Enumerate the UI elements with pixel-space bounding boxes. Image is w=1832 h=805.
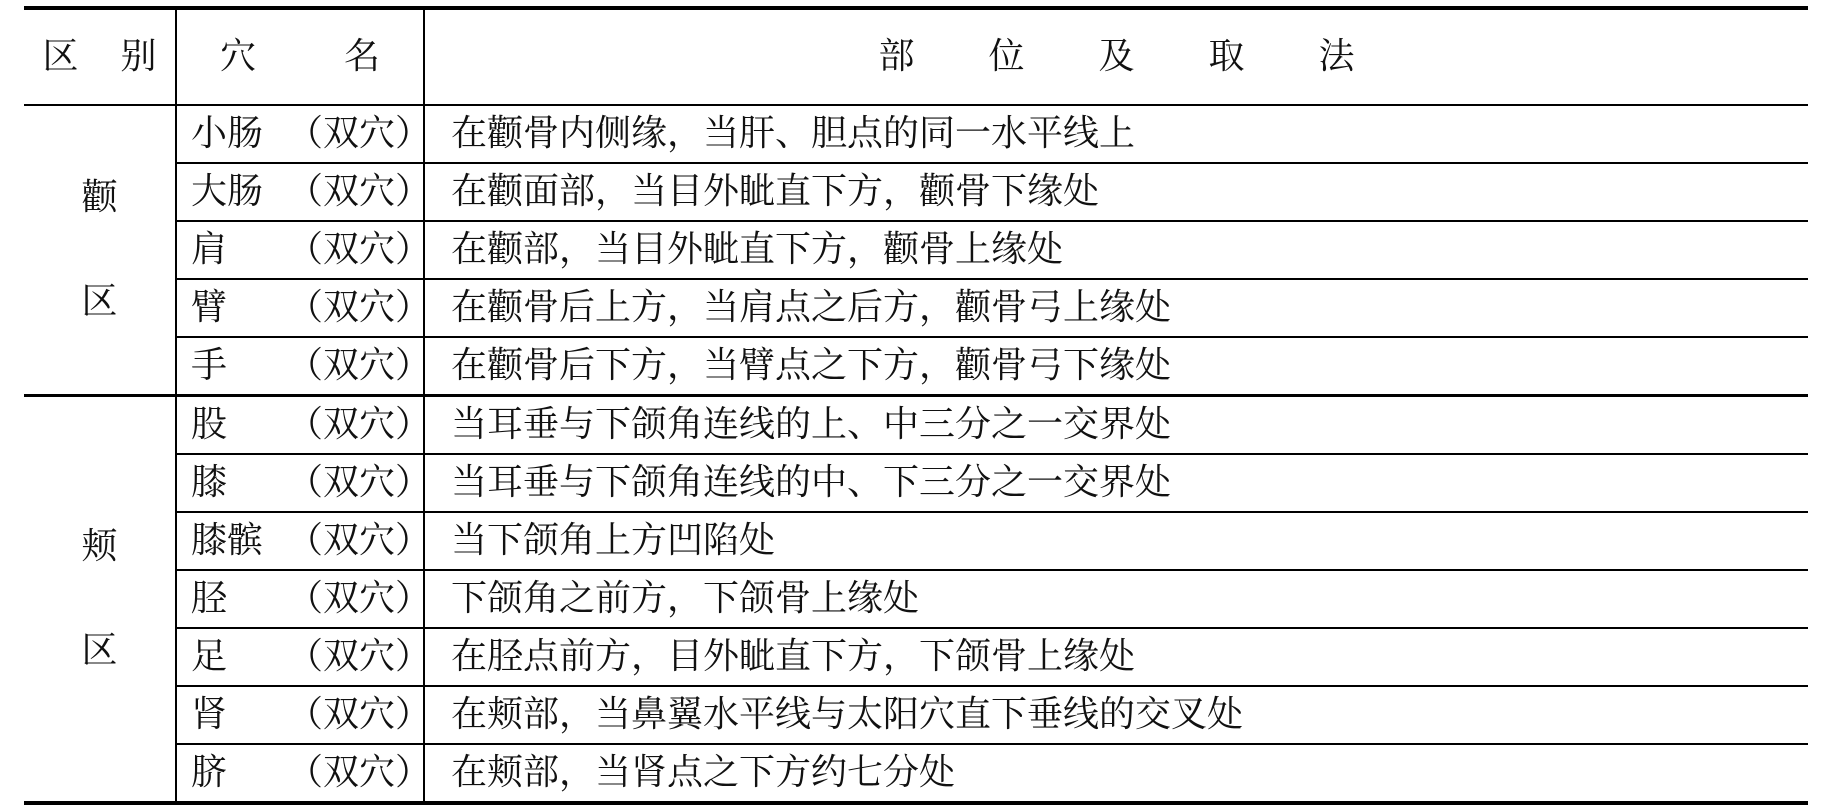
acupoint-suffix: （双穴） bbox=[287, 752, 432, 793]
region-char: 颊 bbox=[81, 526, 118, 567]
acupoint-suffix: （双穴） bbox=[287, 636, 432, 677]
acupoint-name: 胫 bbox=[191, 578, 228, 619]
table-row bbox=[24, 221, 1808, 279]
location-cell: 在颧面部，当目外眦直下方，颧骨下缘处 bbox=[424, 163, 1808, 221]
table-row bbox=[24, 454, 1808, 512]
acupoint-name-cell bbox=[176, 570, 432, 628]
header-location-char: 位 bbox=[988, 36, 1025, 77]
location-cell: 在颧骨后上方，当肩点之后方，颧骨弓上缘处 bbox=[424, 279, 1808, 337]
table-row bbox=[24, 396, 1808, 455]
header-region-char: 别 bbox=[120, 36, 157, 77]
header-location-char: 取 bbox=[1208, 36, 1245, 77]
acupoint-name: 大肠 bbox=[191, 171, 264, 212]
acupoint-name-cell bbox=[176, 686, 432, 744]
acupoint-name: 肾 bbox=[191, 694, 228, 735]
header-location-char: 法 bbox=[1318, 36, 1355, 77]
acupoint-name-cell bbox=[176, 221, 432, 279]
location-cell: 当耳垂与下颌角连线的中、下三分之一交界处 bbox=[424, 454, 1808, 512]
acupoint-suffix: （双穴） bbox=[287, 113, 432, 154]
acupoint-name: 膝髌 bbox=[191, 520, 264, 561]
acupoint-name: 脐 bbox=[191, 752, 228, 793]
acupoint-suffix: （双穴） bbox=[287, 287, 432, 328]
acupoint-name: 小肠 bbox=[191, 113, 264, 154]
header-acupoint bbox=[176, 8, 424, 105]
table-row bbox=[24, 105, 1808, 163]
acupoint-suffix: （双穴） bbox=[287, 578, 432, 619]
region-cell-zygomatic bbox=[24, 105, 176, 396]
header-region-char: 区 bbox=[42, 36, 79, 77]
location-cell: 当耳垂与下颌角连线的上、中三分之一交界处 bbox=[424, 396, 1808, 455]
acupoint-name: 膝 bbox=[191, 462, 228, 503]
location-cell: 在颧部，当目外眦直下方，颧骨上缘处 bbox=[424, 221, 1808, 279]
acupoint-name-cell bbox=[176, 512, 432, 570]
table-row bbox=[24, 686, 1808, 744]
location-cell: 在颧骨内侧缘，当肝、胆点的同一水平线上 bbox=[424, 105, 1808, 163]
acupoint-name: 足 bbox=[191, 636, 228, 677]
region-char: 颧 bbox=[81, 177, 118, 218]
region-cell-buccal bbox=[24, 396, 176, 804]
location-cell: 在颊部，当鼻翼水平线与太阳穴直下垂线的交叉处 bbox=[424, 686, 1808, 744]
acupoint-name-cell bbox=[176, 337, 432, 396]
acupoint-name-cell bbox=[176, 744, 432, 803]
acupoint-suffix: （双穴） bbox=[287, 462, 432, 503]
acupoint-suffix: （双穴） bbox=[287, 229, 432, 270]
header-row bbox=[24, 8, 1808, 105]
table-row bbox=[24, 163, 1808, 221]
acupoint-table bbox=[24, 6, 1808, 805]
table-row bbox=[24, 279, 1808, 337]
region-char: 区 bbox=[81, 281, 118, 322]
table-row bbox=[24, 512, 1808, 570]
table-row bbox=[24, 570, 1808, 628]
acupoint-suffix: （双穴） bbox=[287, 171, 432, 212]
acupoint-suffix: （双穴） bbox=[287, 404, 432, 445]
location-cell: 当下颌角上方凹陷处 bbox=[424, 512, 1808, 570]
acupoint-suffix: （双穴） bbox=[287, 694, 432, 735]
document-page bbox=[24, 6, 1808, 805]
header-location-char: 及 bbox=[1098, 36, 1135, 77]
acupoint-name-cell bbox=[176, 396, 432, 455]
header-acupoint-char: 名 bbox=[344, 36, 381, 77]
acupoint-name: 手 bbox=[191, 345, 228, 386]
location-cell: 在颧骨后下方，当臂点之下方，颧骨弓下缘处 bbox=[424, 337, 1808, 396]
location-cell: 下颌角之前方，下颌骨上缘处 bbox=[424, 570, 1808, 628]
acupoint-name-cell bbox=[176, 628, 432, 686]
region-char: 区 bbox=[81, 630, 118, 671]
location-cell: 在颊部，当肾点之下方约七分处 bbox=[424, 744, 1808, 803]
location-cell: 在胫点前方，目外眦直下方，下颌骨上缘处 bbox=[424, 628, 1808, 686]
acupoint-name-cell bbox=[176, 163, 432, 221]
acupoint-suffix: （双穴） bbox=[287, 345, 432, 386]
acupoint-name-cell bbox=[176, 279, 432, 337]
acupoint-suffix: （双穴） bbox=[287, 520, 432, 561]
acupoint-name-cell bbox=[176, 454, 432, 512]
header-acupoint-char: 穴 bbox=[219, 36, 256, 77]
acupoint-name: 臂 bbox=[191, 287, 228, 328]
table-row bbox=[24, 628, 1808, 686]
acupoint-name: 股 bbox=[191, 404, 228, 445]
table-row bbox=[24, 744, 1808, 803]
header-location-char: 部 bbox=[878, 36, 915, 77]
table-row bbox=[24, 337, 1808, 396]
header-region bbox=[24, 8, 176, 105]
acupoint-name: 肩 bbox=[191, 229, 228, 270]
acupoint-name-cell bbox=[176, 105, 432, 163]
header-location bbox=[424, 8, 1808, 105]
